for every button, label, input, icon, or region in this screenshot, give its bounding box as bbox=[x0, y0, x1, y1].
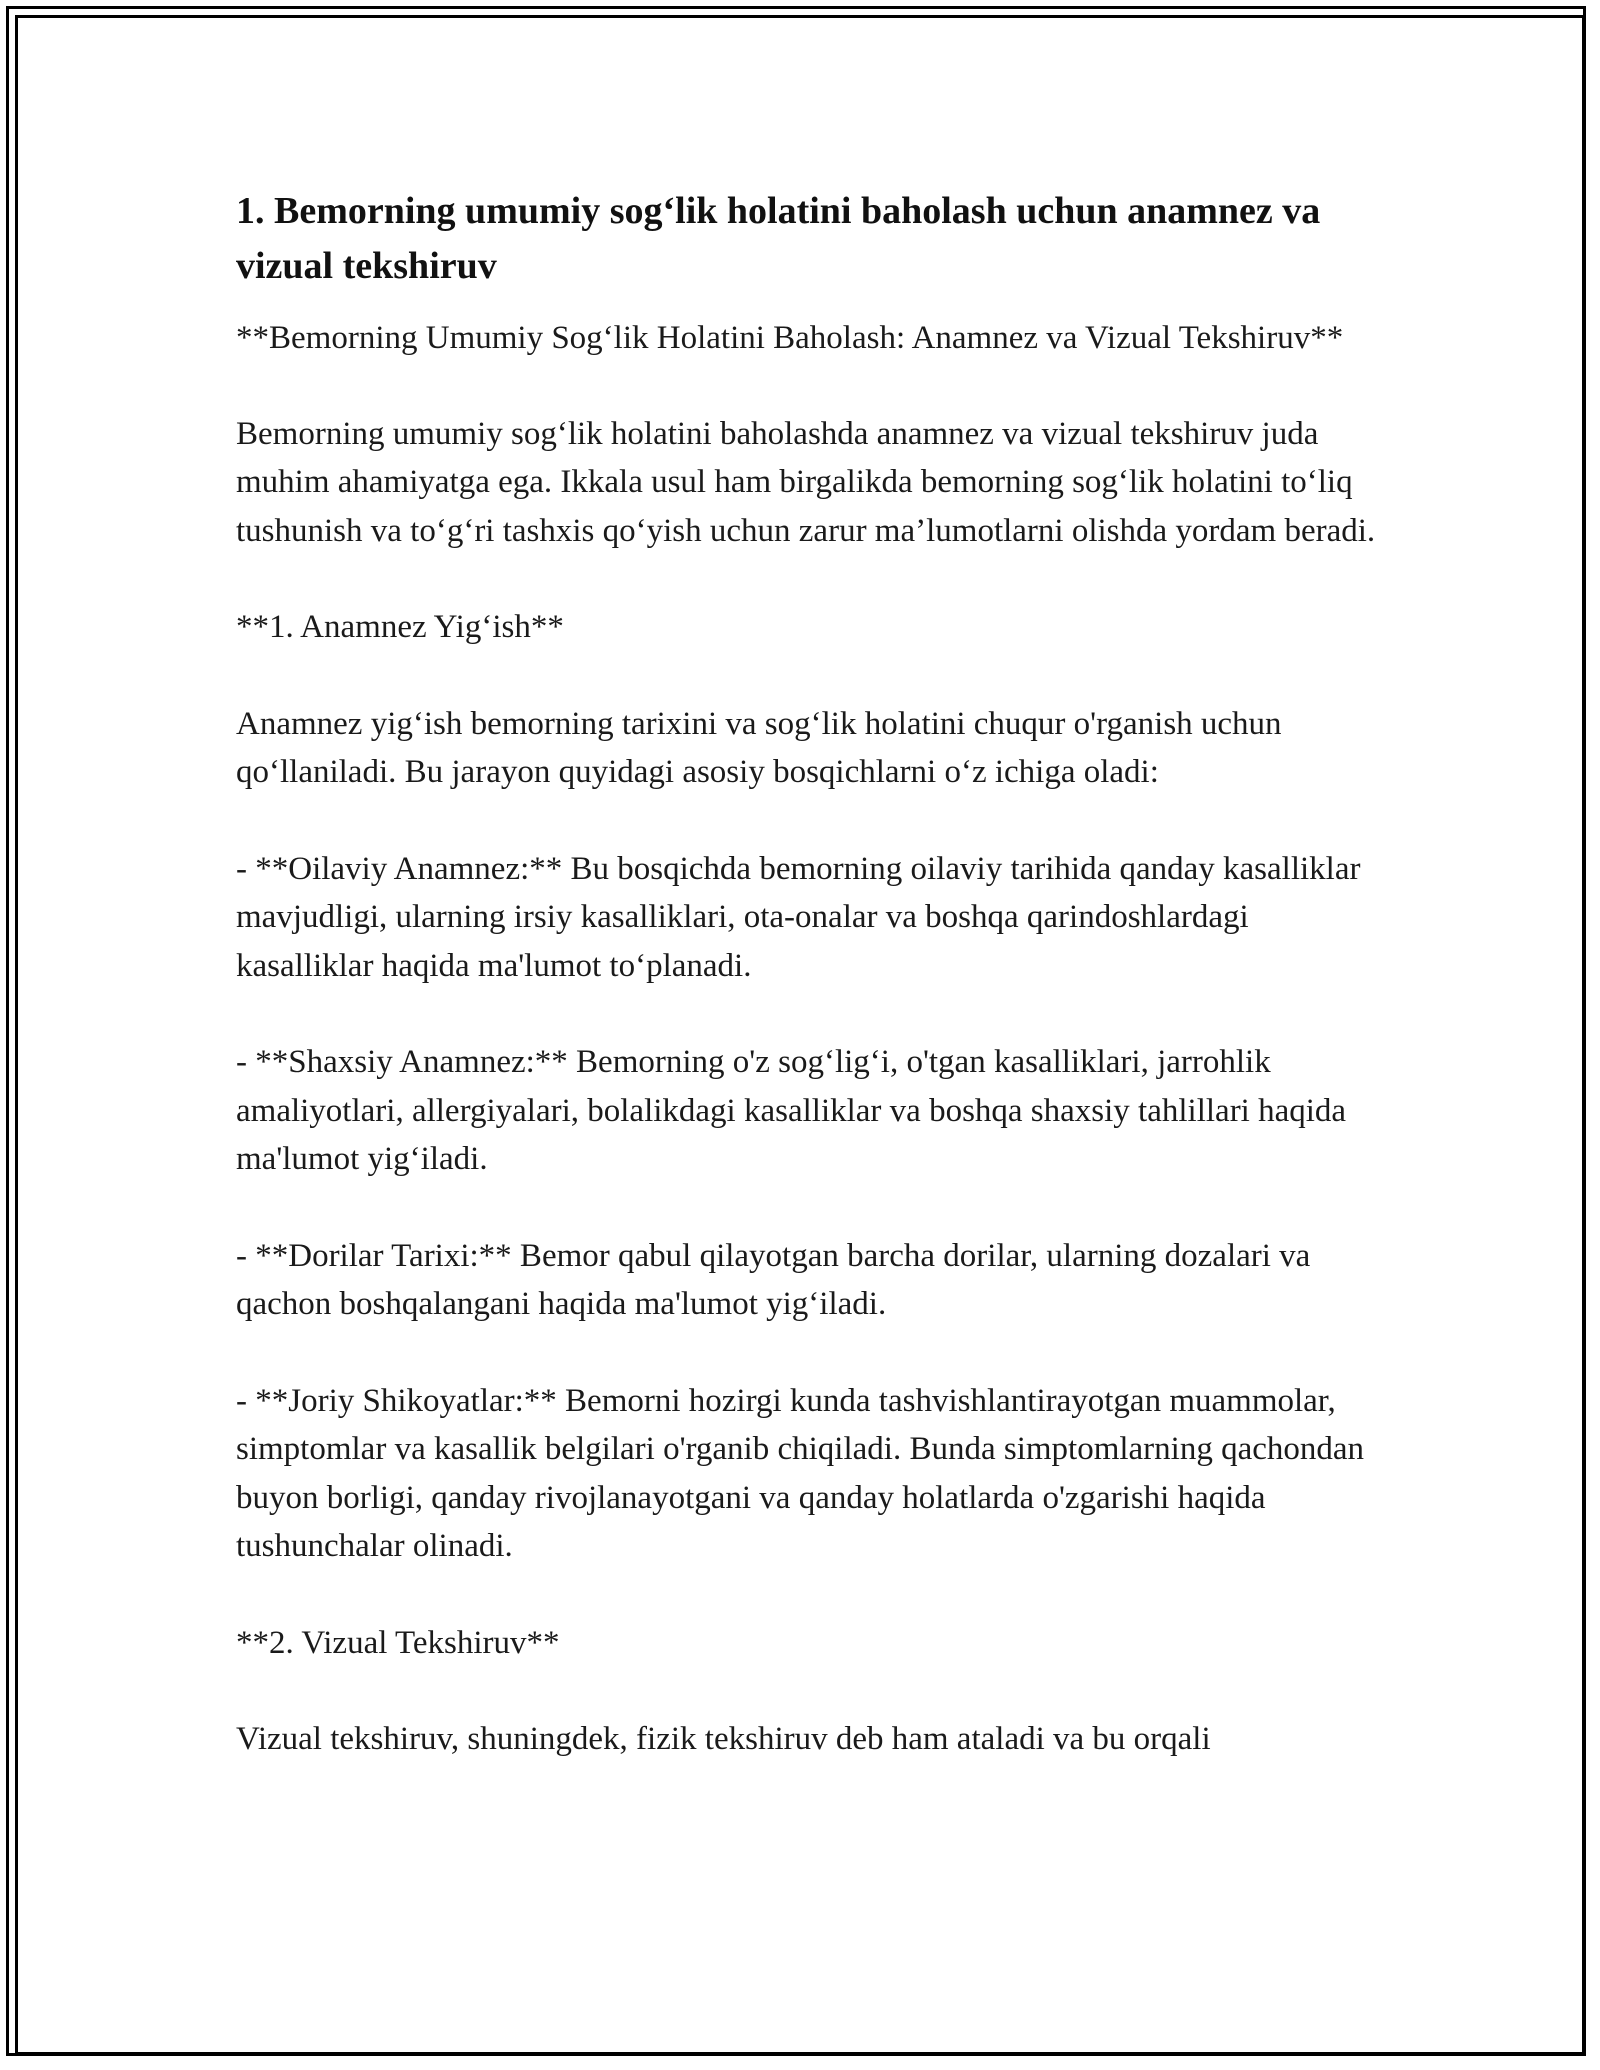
subtitle-paragraph: **Bemorning Umumiy Sog‘lik Holatini Baholash: Anamnez va Vizual Tekshiruv** bbox=[236, 320, 1344, 356]
list-item-oilaviy-anamnez: - **Oilaviy Anamnez:** Bu bosqichda bemorning oilaviy tarihida qanday kasalliklar mavjudligi, ularning irsiy kasalliklari, ota-onalar va boshqa qarindoshlardagi kasalliklar haqida ma'lumot to‘planadi. bbox=[236, 850, 1361, 984]
document-title: 1. Bemorning umumiy sog‘lik holatini baholash uchun anamnez va vizual tekshiruv bbox=[236, 190, 1321, 287]
list-item-joriy-shikoyatlar: - **Joriy Shikoyatlar:** Bemorni hozirgi kunda tashvishlantirayotgan muammolar, simptomlar va kasallik belgilari o'rganib chiqiladi. Bunda simptomlarning qachondan buyon borligi, qanday rivojlanayotgani va qanday holatlarda o'zgarishi haqida tushunchalar olinadi. bbox=[236, 1382, 1365, 1564]
list-item-dorilar-tarixi: - **Dorilar Tarixi:** Bemor qabul qilayotgan barcha dorilar, ularning dozalari va qachon boshqalangani haqida ma'lumot yig‘iladi. bbox=[236, 1237, 1311, 1322]
section-heading-anamnez: **1. Anamnez Yig‘ish** bbox=[236, 609, 564, 645]
vizual-tekshiruv-paragraph: Vizual tekshiruv, shuningdek, fizik tekshiruv deb ham ataladi va bu orqali bbox=[236, 1721, 1211, 1757]
intro-paragraph: Bemorning umumiy sog‘lik holatini baholashda anamnez va vizual tekshiruv juda muhim ahamiyatga ega. Ikkala usul ham birgalikda bemorning sog‘lik holatini to‘liq tushunish va to‘g‘ri tashxis qo‘yish uchun zarur ma’lumotlarni olishda yordam beradi. bbox=[236, 415, 1376, 549]
document-body bbox=[236, 184, 1386, 1812]
section-heading-vizual-tekshiruv: **2. Vizual Tekshiruv** bbox=[236, 1624, 560, 1661]
list-item-shaxsiy-anamnez: - **Shaxsiy Anamnez:** Bemorning o'z sog‘lig‘i, o'tgan kasalliklari, jarrohlik amaliyotlari, allergiyalari, bolalikdagi kasalliklar va boshqa shaxsiy tahlillari haqida ma'lumot yig‘iladi. bbox=[236, 1044, 1347, 1177]
anamnez-intro-paragraph: Anamnez yig‘ish bemorning tarixini va sog‘lik holatini chuqur o'rganish uchun qo‘llaniladi. Bu jarayon quyidagi asosiy bosqichlarni o‘z ichiga oladi: bbox=[236, 705, 1282, 790]
